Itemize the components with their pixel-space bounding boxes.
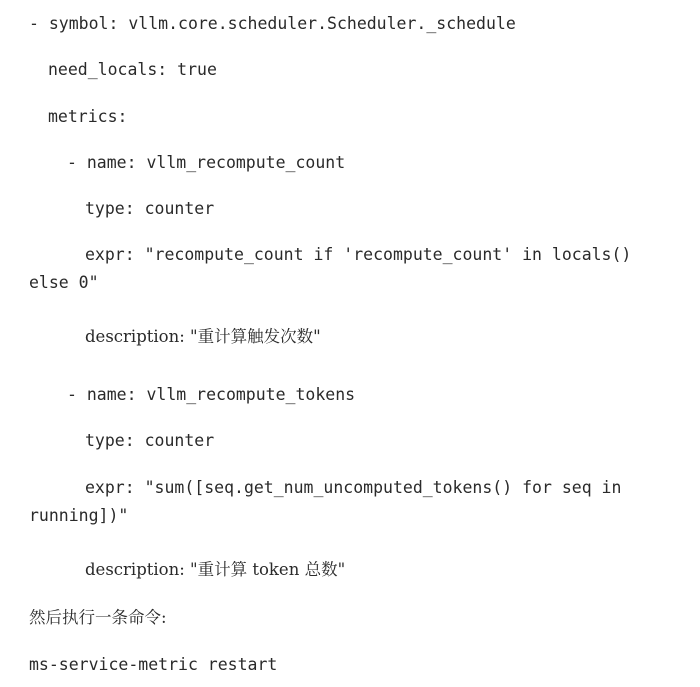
code-line-expr-count-b: else 0"	[29, 273, 99, 292]
code-line-type-count: type: counter	[85, 199, 215, 218]
code-line-description-count: description: "重计算触发次数"	[85, 327, 321, 346]
code-line-type-tokens: type: counter	[85, 431, 215, 450]
code-line-expr-tokens-b: running])"	[29, 506, 129, 525]
code-line-description-tokens: description: "重计算 token 总数"	[85, 560, 346, 579]
command-line: ms-service-metric restart	[29, 655, 278, 674]
code-line-expr-tokens-a: expr: "sum([seq.get_num_uncomputed_tokens() for seq in	[85, 478, 622, 497]
code-line-symbol: - symbol: vllm.core.scheduler.Scheduler._schedule	[29, 14, 516, 33]
code-line-name-tokens: - name: vllm_recompute_tokens	[67, 385, 356, 404]
code-line-name-count: - name: vllm_recompute_count	[67, 153, 346, 172]
code-line-metrics: metrics:	[48, 107, 128, 126]
code-line-need-locals: need_locals: true	[48, 60, 217, 79]
instruction-text: 然后执行一条命令:	[29, 608, 167, 627]
code-line-expr-count-a: expr: "recompute_count if 'recompute_count' in locals()	[85, 245, 632, 264]
